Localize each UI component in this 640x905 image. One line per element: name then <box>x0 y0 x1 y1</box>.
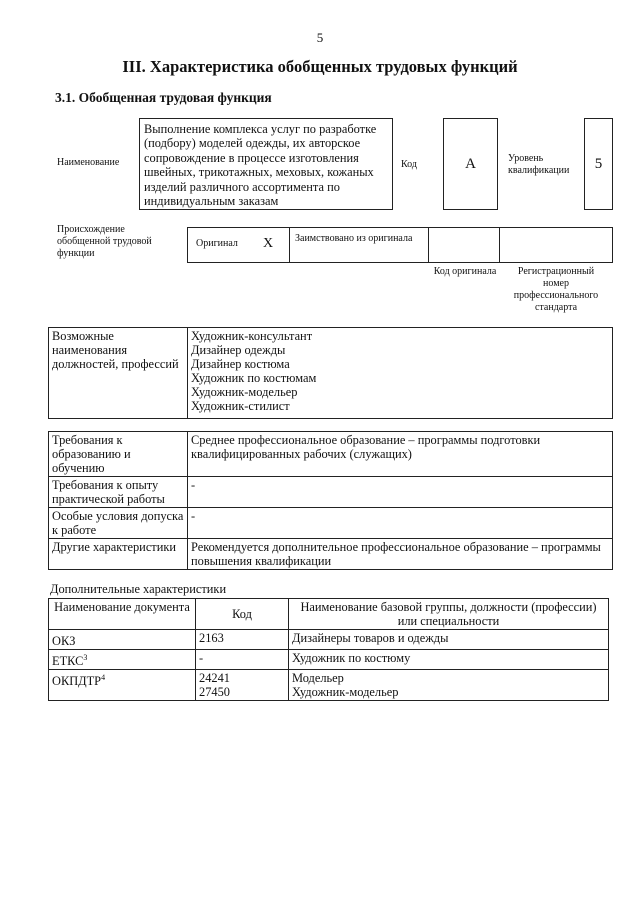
code-cell <box>196 650 289 670</box>
position-item: Дизайнер костюма <box>191 357 290 371</box>
positions-list <box>188 328 613 419</box>
doc-name: ОКЗ <box>52 634 76 649</box>
original-label: Оригинал <box>196 238 238 249</box>
header-name: Наименование базовой группы, должности (профессии) или специальности <box>289 599 609 630</box>
code-cell <box>196 670 289 701</box>
additional-table <box>48 598 609 701</box>
admission-label: Особые условия допуска к работе <box>49 508 188 539</box>
code-label: Код <box>401 159 417 170</box>
level-value-box: 5 <box>584 118 613 210</box>
experience-value: - <box>188 477 613 508</box>
code-value: 2163 <box>199 631 224 645</box>
name-label: Наименование <box>57 157 120 168</box>
origin-divider <box>289 227 290 263</box>
code-value: 27450 <box>199 685 230 700</box>
doc-cell <box>49 650 196 670</box>
positions-table <box>48 327 613 419</box>
header-document: Наименование документа <box>49 599 196 630</box>
education-label: Требования к образованию и обучению <box>49 432 188 477</box>
position-item: Художник-стилист <box>191 399 290 413</box>
additional-title: Дополнительные характеристики <box>50 582 227 596</box>
position-item: Дизайнер одежды <box>191 343 286 357</box>
origin-table <box>187 227 613 263</box>
position-item: Художник по костюмам <box>191 371 317 385</box>
doc-cell <box>49 630 196 650</box>
name-value: Художник-модельер <box>292 685 399 700</box>
other-value: Рекомендуется дополнительное профессиональное образование – программы повышения квалификации <box>188 539 613 570</box>
experience-label: Требования к опыту практической работы <box>49 477 188 508</box>
table-row <box>49 630 609 650</box>
page-number: 5 <box>316 30 324 45</box>
registration-number-caption: Регистрационный номер профессионального стандарта <box>513 266 599 313</box>
table-row <box>49 650 609 670</box>
admission-value: - <box>188 508 613 539</box>
code-value: - <box>199 651 204 666</box>
subsection-title: 3.1. Обобщенная трудовая функция <box>55 90 272 105</box>
name-cell <box>289 670 609 701</box>
doc-name: ОКПДТР <box>52 674 102 689</box>
name-value: Художник по костюму <box>292 651 411 666</box>
code-original-caption: Код оригинала <box>433 266 497 277</box>
code-cell <box>196 630 289 650</box>
name-value: Модельер <box>292 671 344 686</box>
original-mark: X <box>263 236 274 251</box>
level-label: Уровень квалификации <box>508 153 570 176</box>
name-cell <box>289 630 609 650</box>
other-label: Другие характеристики <box>49 539 188 570</box>
name-cell <box>289 650 609 670</box>
origin-divider <box>428 227 429 263</box>
requirements-table <box>48 431 613 570</box>
section-title: III. Характеристика обобщенных трудовых функций <box>122 57 518 76</box>
footnote-mark: 3 <box>83 653 88 663</box>
positions-label: Возможные наименования должностей, профессий <box>49 328 188 419</box>
name-value: Дизайнеры товаров и одежды <box>292 631 449 645</box>
education-value: Среднее профессиональное образование – программы подготовки квалифицированных рабочих (служащих) <box>188 432 613 477</box>
code-value-box: A <box>443 118 498 210</box>
footnote-mark: 4 <box>101 673 106 683</box>
borrowed-label: Заимствовано из оригинала <box>295 233 413 244</box>
position-item: Художник-консультант <box>191 329 313 343</box>
position-item: Художник-модельер <box>191 385 298 399</box>
header-code: Код <box>196 599 289 630</box>
function-name-box: Выполнение комплекса услуг по разработке (подбору) моделей одежды, их авторское сопровождение в процессе изготовления швейных, трикотажных, меховых, кожаных изделий различного ассортимента по индивидуальным заказам <box>139 118 393 210</box>
origin-divider <box>499 227 500 263</box>
doc-cell <box>49 670 196 701</box>
table-row <box>49 670 609 701</box>
doc-name: ЕТКС <box>52 654 84 669</box>
code-value: 24241 <box>199 671 230 686</box>
origin-label: Происхождение обобщенной трудовой функции <box>57 224 152 259</box>
